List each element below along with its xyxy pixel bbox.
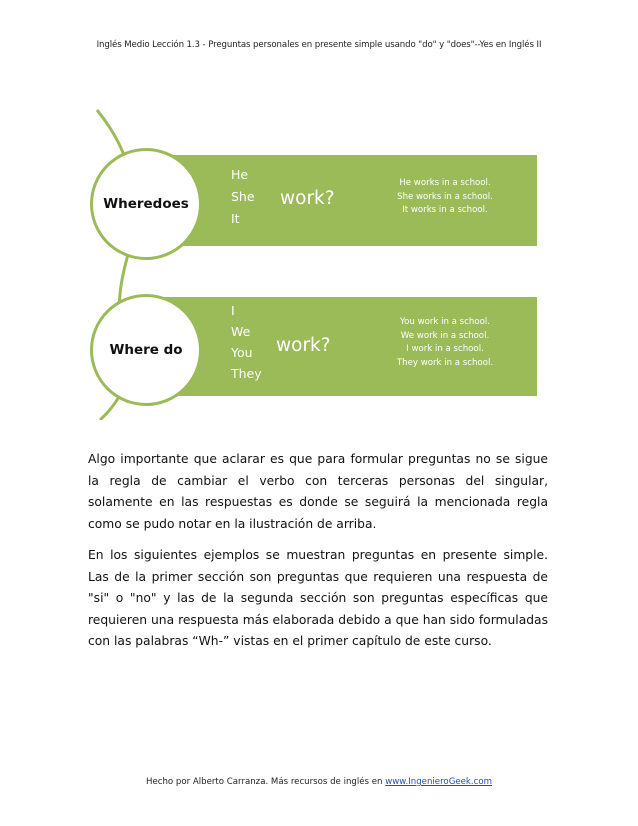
answer-line: She works in a school.: [397, 191, 493, 202]
answer-line: I work in a school.: [406, 344, 484, 354]
verb-label: work?: [276, 335, 331, 356]
footer-text: Hecho por Alberto Carranza. Más recursos de inglés en: [146, 777, 386, 787]
pronoun: He: [231, 167, 249, 182]
page-header: Inglés Medio Lección 1.3 - Preguntas personales en presente simple usando "do" y "does"--Yes en Inglés II: [96, 40, 542, 50]
answer-line: You work in a school.: [400, 317, 490, 327]
body-paragraph-1: Algo importante que aclarar es que para formular preguntas no se sigue la regla de cambiar el verbo con terceras personas del singular, solamente en las respuestas es donde se seguirá la mencionada regla como se pudo notar en la ilustración de arriba.: [88, 452, 548, 531]
answer-line: They work in a school.: [396, 357, 494, 368]
pronoun: She: [231, 189, 255, 204]
pronoun: It: [231, 211, 240, 226]
question-word: Wheredoes: [103, 196, 189, 212]
footer-link[interactable]: www.IngenieroGeek.com: [385, 777, 492, 787]
question-circle-wheredoes: [90, 148, 202, 260]
question-word: Where do: [109, 342, 183, 358]
answer-line: We work in a school.: [400, 330, 490, 341]
pronoun-list-does: [231, 166, 255, 228]
page-footer: [0, 777, 638, 787]
pronoun: I: [231, 303, 235, 318]
pronoun: They: [231, 366, 262, 381]
answer-line: He works in a school.: [399, 178, 491, 188]
pronoun: We: [231, 324, 251, 339]
answer-list-does: [370, 177, 520, 218]
answer-line: It works in a school.: [402, 205, 488, 215]
pronoun-list-do: [231, 302, 262, 383]
question-circle-where-do: [90, 294, 202, 406]
body-paragraph-2: En los siguientes ejemplos se muestran preguntas en presente simple. Las de la primer sección son preguntas que requieren una respuesta de "si" o "no" y las de la segunda sección son preguntas específicas que requieren una respuesta más elaborada debido a que han sido formuladas con las palabras “Wh-” vistas en el primer capítulo de este curso.: [88, 548, 548, 648]
answer-list-do: [370, 316, 520, 370]
pronoun: You: [231, 345, 253, 360]
verb-label: work?: [280, 188, 335, 209]
